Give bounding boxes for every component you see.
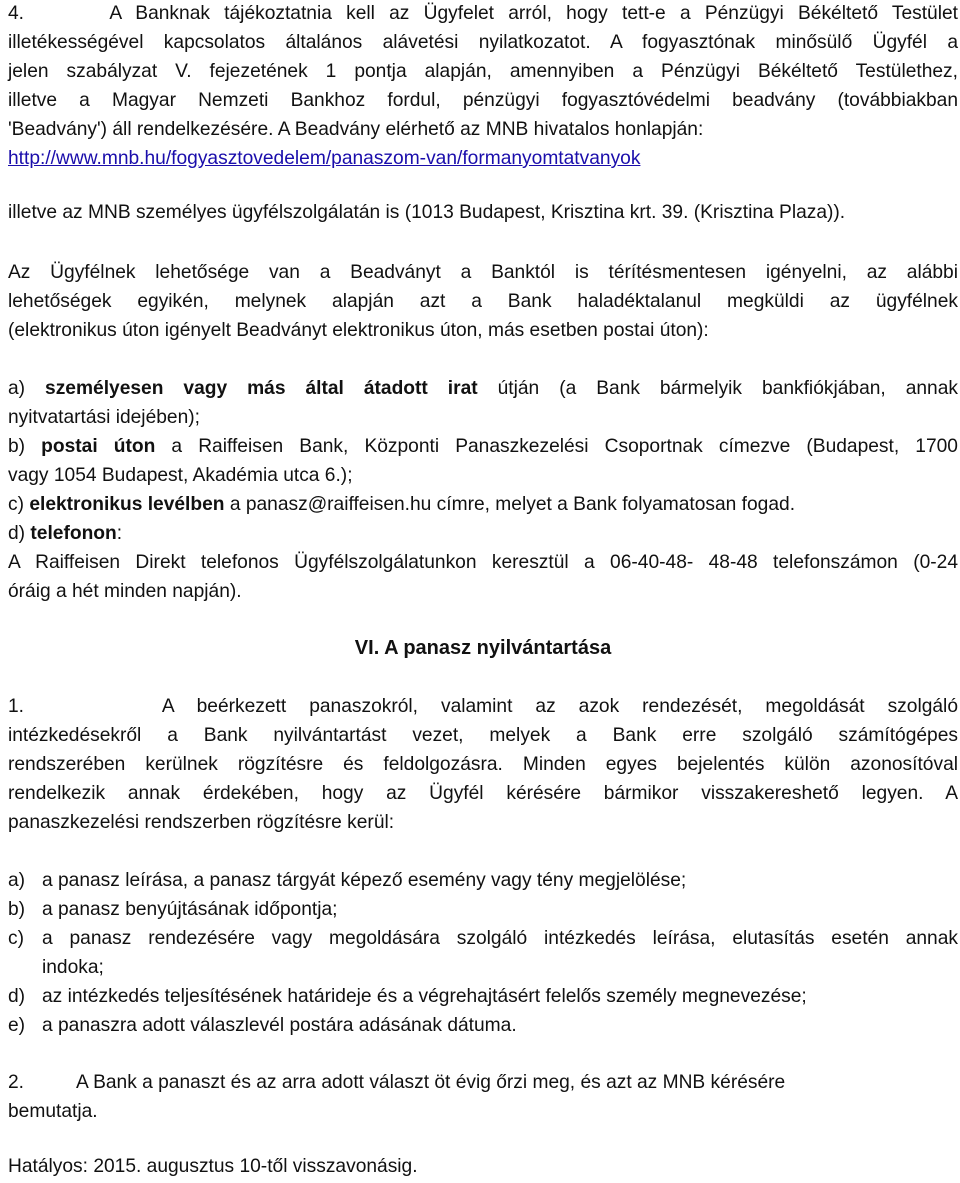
section-4-line: jelen szabályzat V. fejezetének 1 pontja alapján, amennyiben a Pénzügyi Békéltető Testülethez, [8,61,958,82]
section-4-line: illetékességével kapcsolatos általános alávetési nyilatkozatot. A fogyasztónak minősülő Ügyfél a [8,32,958,53]
list-item-text: a panasz benyújtásának időpontja; [42,899,338,920]
mnb-form-link[interactable]: http://www.mnb.hu/fogyasztovedelem/panaszom-van/formanyomtatvanyok [8,148,641,169]
request-intro [8,258,958,345]
section-vi-1 [8,692,958,837]
vi-1-line: panaszkezelési rendszerben rögzítésre kerül: [8,812,395,833]
list-item-label: c) [8,928,24,949]
section-4 [8,0,958,173]
option-a-cont: nyitvatartási idejében); [8,407,200,428]
list-item [8,924,958,982]
intro-line: Az Ügyfélnek lehetősége van a Beadványt a Banktól is térítésmentesen igényelni, az alábbi [8,262,958,283]
option-d: d) telefonon: [8,523,123,544]
list-item [8,866,958,895]
list-item-label: e) [8,1015,26,1036]
option-d-cont: A Raiffeisen Direkt telefonos Ügyfélszolgálatunkon keresztül a 06-40-48- 48-48 telefonszámon (0-24 [8,552,958,573]
record-list [8,866,958,1040]
intro-line: (elektronikus úton igényelt Beadványt elektronikus úton, más esetben postai úton): [8,320,709,341]
vi-1-line: 1. A beérkezett panaszokról, valamint az azok rendezését, megoldását szolgáló [8,696,958,717]
option-d-cont: óráig a hét minden napján). [8,581,242,602]
list-item [8,1011,958,1040]
mnb-office-text: illetve az MNB személyes ügyfélszolgálatán is (1013 Budapest, Krisztina krt. 39. (Krisztina Plaza)). [8,202,846,223]
vi-2-line: bemutatja. [8,1101,98,1122]
list-item [8,982,958,1011]
vi-1-line: rendszerében kerülnek rögzítésre és feldolgozásra. Minden egyes bejelentés külön azonosítóval [8,754,958,775]
request-options [8,374,958,606]
list-item-text: a panaszra adott válaszlevél postára adásának dátuma. [42,1015,517,1036]
option-c: c) elektronikus levélben a panasz@raiffeisen.hu címre, melyet a Bank folyamatosan fogad. [8,494,796,515]
section-4-line: 'Beadvány') áll rendelkezésére. A Beadvány elérhető az MNB hivatalos honlapján: [8,119,704,140]
list-item-text: a panasz rendezésére vagy megoldására szolgáló intézkedés leírása, elutasítás esetén annak [42,928,958,949]
vi-2-number: 2. [8,1072,25,1093]
vi-1-line: rendelkezik annak érdekében, hogy az Ügyfél kérésére bármikor visszakereshető legyen. A [8,783,958,804]
intro-line: lehetőségek egyikén, melynek alapján azt a Bank haladéktalanul megküldi az ügyfélnek [8,291,958,312]
section-4-line: illetve a Magyar Nemzeti Bankhoz fordul, pénzügyi fogyasztóvédelmi beadvány (továbbiakban [8,90,958,111]
list-item-text: az intézkedés teljesítésének határideje és a végrehajtásért felelős személy megnevezése; [42,986,807,1007]
option-a: a) személyesen vagy más által átadott irat útján (a Bank bármelyik bankfiókjában, annak [8,378,958,399]
option-b-cont: vagy 1054 Budapest, Akadémia utca 6.); [8,465,353,486]
option-b: b) postai úton a Raiffeisen Bank, Központi Panaszkezelési Csoportnak címezve (Budapest, 1700 [8,436,958,457]
section-heading: VI. A panasz nyilvántartása [354,637,612,659]
section-vi-2 [8,1068,958,1126]
list-item-label: d) [8,986,26,1007]
list-item-text: indoka; [42,957,104,978]
list-item [8,895,958,924]
vi-2-line: 2. A Bank a panaszt és az arra adott választ öt évig őrzi meg, és azt az MNB kérésére [8,1068,958,1097]
effective-date: Hatályos: 2015. augusztus 10-től visszavonásig. [8,1156,418,1177]
list-item-label: b) [8,899,26,920]
list-item-label: a) [8,870,26,891]
list-item-text: a panasz leírása, a panasz tárgyát képező esemény vagy tény megjelölése; [42,870,687,891]
vi-1-line: intézkedésekről a Bank nyilvántartást vezet, melyek a Bank erre szolgáló számítógépes [8,725,958,746]
section-4-line: 4. A Banknak tájékoztatnia kell az Ügyfelet arról, hogy tett-e a Pénzügyi Békéltető Testület [8,3,958,24]
